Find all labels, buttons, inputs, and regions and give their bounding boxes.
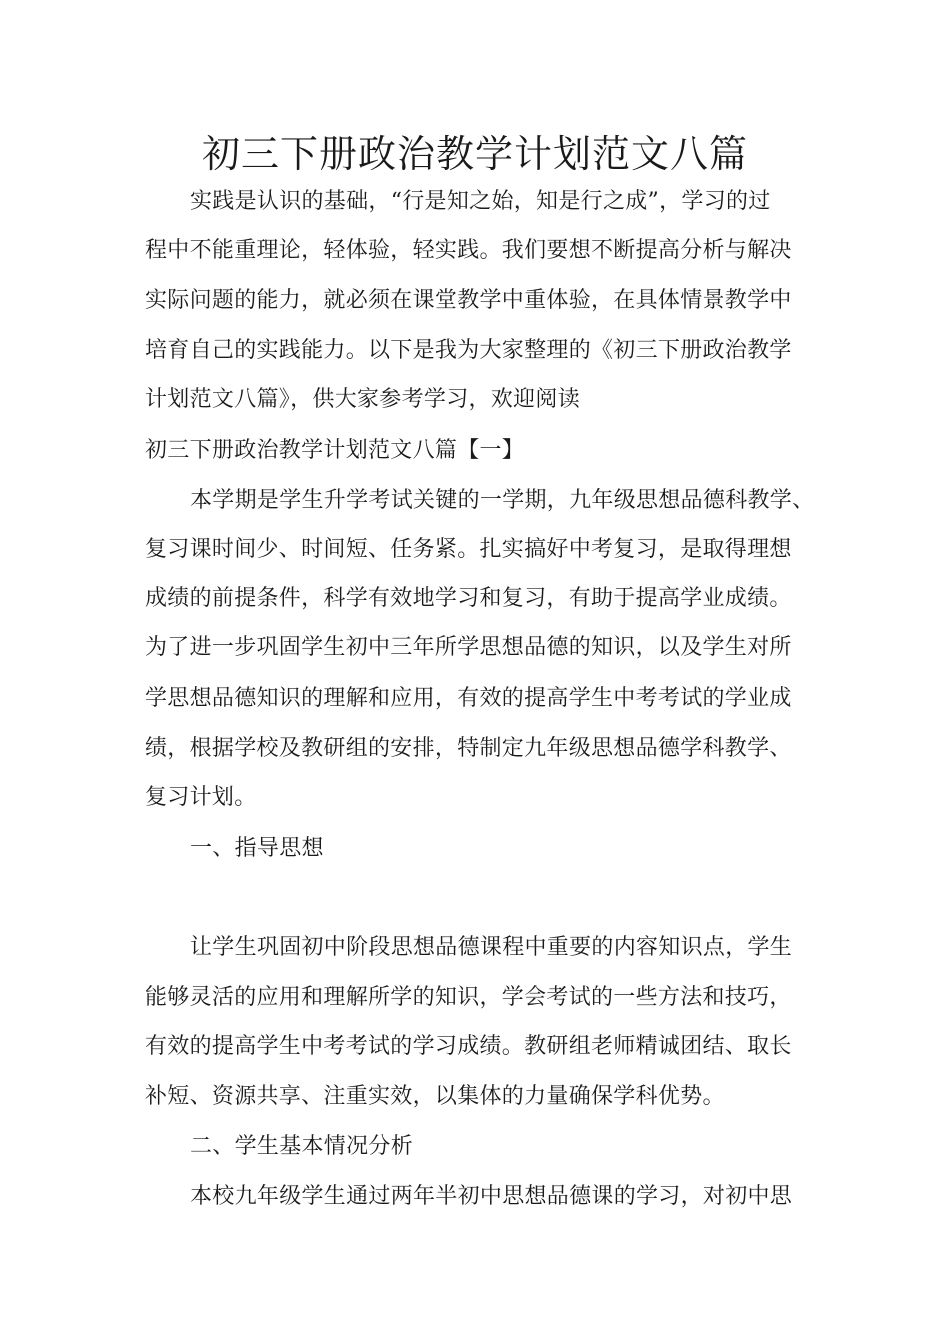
paragraph-line: 让学生巩固初中阶段思想品德课程中重要的内容知识点，学生	[190, 935, 793, 960]
paragraph-line: 计划范文八篇》，供大家参考学习，欢迎阅读	[145, 387, 581, 412]
paragraph-line: 绩，根据学校及教研组的安排，特制定九年级思想品德学科教学、	[145, 736, 792, 761]
paragraph-line: 成绩的前提条件，科学有效地学习和复习，有助于提高学业成绩。	[145, 586, 792, 611]
paragraph-line: 复习计划。	[145, 785, 257, 810]
subheading: 一、指导思想	[190, 836, 324, 861]
paragraph-line: 本学期是学生升学考试关键的一学期，九年级思想品德科教学、	[190, 488, 815, 513]
paragraph-line: 实践是认识的基础，“行是知之始，知是行之成”，学习的过	[190, 189, 771, 214]
paragraph-line: 实际问题的能力，就必须在课堂教学中重体验，在具体情景教学中	[145, 288, 792, 313]
paragraph-line: 培育自己的实践能力。以下是我为大家整理的《初三下册政治教学	[145, 338, 792, 363]
section-heading: 初三下册政治教学计划范文八篇【一】	[145, 438, 525, 463]
paragraph-line: 复习课时间少、时间短、任务紧。扎实搞好中考复习，是取得理想	[145, 537, 792, 562]
paragraph-line: 程中不能重理论，轻体验，轻实践。我们要想不断提高分析与解决	[145, 238, 792, 263]
document-title: 初三下册政治教学计划范文八篇	[201, 132, 748, 176]
paragraph-line: 学思想品德知识的理解和应用，有效的提高学生中考考试的学业成	[145, 686, 792, 711]
paragraph-line: 能够灵活的应用和理解所学的知识，学会考试的一些方法和技巧，	[145, 985, 792, 1010]
paragraph-line: 补短、资源共享、注重实效，以集体的力量确保学科优势。	[145, 1084, 725, 1109]
paragraph-line: 为了进一步巩固学生初中三年所学思想品德的知识，以及学生对所	[145, 635, 792, 660]
paragraph-line: 本校九年级学生通过两年半初中思想品德课的学习，对初中思	[190, 1184, 793, 1209]
paragraph-line: 有效的提高学生中考考试的学习成绩。教研组老师精诚团结、取长	[145, 1034, 792, 1059]
subheading: 二、学生基本情况分析	[190, 1134, 414, 1159]
